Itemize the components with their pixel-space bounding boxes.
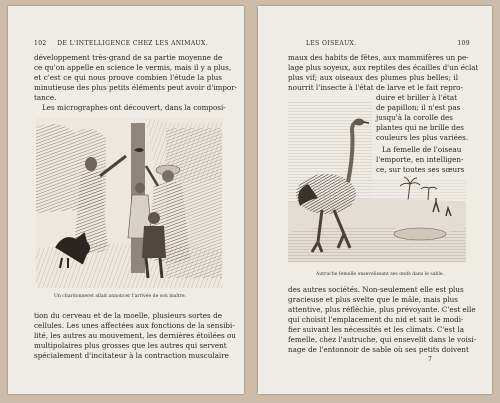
illustration-caption: Un chardonneret allait annoncer l'arrivée de son maître. xyxy=(54,294,187,299)
right-running-header xyxy=(284,40,470,47)
text-line: lage plus soyeux, aux reptiles des écailles d'un éclat xyxy=(288,63,479,72)
text-line: plus vif; aux oiseaux des plumes plus belles; il xyxy=(288,73,458,82)
text-line: minutieuse des plus petits éléments peut avoir d'impor- xyxy=(34,83,238,92)
engraving-children-goldfinch xyxy=(36,118,222,288)
left-running-header xyxy=(34,40,230,47)
text-line: attentive, plus réfléchie, plus prévoyante. C'est elle xyxy=(288,305,476,314)
text-line: multipolaires plus grosses que les autres qui servent xyxy=(34,341,227,350)
text-line: nage de l'entonnoir de sable où ses petits doivent xyxy=(288,345,469,354)
text-line: femelle, chez l'autruche, qui ensevelit dans le voisi- xyxy=(288,335,477,344)
left-page-number: 102 xyxy=(34,40,47,47)
right-page-number: 109 xyxy=(457,40,470,47)
text-line: et c'est ce qui nous prouve combien l'étude la plus xyxy=(34,73,222,82)
text-line: qui choisit l'emplacement du nid et sait le modi- xyxy=(288,315,464,324)
text-line: des autres sociétés. Non-seulement elle est plus xyxy=(288,285,464,294)
text-line: nourrit l'insecte à l'état de larve et le fait repro- xyxy=(288,83,463,92)
right-running-head: LES OISEAUX. xyxy=(306,40,357,47)
text-line: cellules. Les unes affectées aux fonctions de la sensibi- xyxy=(34,321,235,330)
left-page xyxy=(8,6,244,394)
side-text-line: l'emporte, en intelligen- xyxy=(376,155,464,164)
text-line: tion du cerveau et de la moelle, plusieurs sortes de xyxy=(34,311,222,320)
side-text-line: plantes qui ne brille des xyxy=(376,123,464,132)
side-text-line: ce, sur toutes ses sœurs xyxy=(376,165,465,174)
side-text-line: La femelle de l'oiseau xyxy=(382,145,462,154)
text-line: maux des habits de fêtes, aux mammifères un pe- xyxy=(288,53,469,62)
side-text-line: couleurs les plus variées. xyxy=(376,133,469,142)
text-line: spécialement d'incitateur à la contraction musculaire xyxy=(34,351,229,360)
text-line: ce qu'on appelle en science le vermis, mais il y a plus, xyxy=(34,63,232,72)
text-line: Les micrographes ont découvert, dans la composi- xyxy=(42,103,226,112)
text-line: développement très-grand de sa partie moyenne de xyxy=(34,53,223,62)
text-line: lité, les autres au mouvement, les dernières étoilées ou xyxy=(34,331,236,340)
left-running-head: DE L'INTELLIGENCE CHEZ LES ANIMAUX. xyxy=(57,40,208,47)
illustration-caption: Autruche femelle ensevelissant ses œufs dans le sable. xyxy=(316,272,445,277)
side-text-line: de papillon; il n'est pas xyxy=(376,103,461,112)
text-line: fier suivant les nécessités et les climats. C'est la xyxy=(288,325,465,334)
signature-mark: 7 xyxy=(428,356,432,363)
text-line: gracieuse et plus svelte que le mâle, mais plus xyxy=(288,295,458,304)
side-text-line: duire et briller à l'état xyxy=(376,93,457,102)
text-line: tance. xyxy=(34,93,57,102)
right-page xyxy=(258,6,492,394)
engraving-ostrich xyxy=(288,102,469,262)
side-text-line: jusqu'à la corolle des xyxy=(376,113,453,122)
